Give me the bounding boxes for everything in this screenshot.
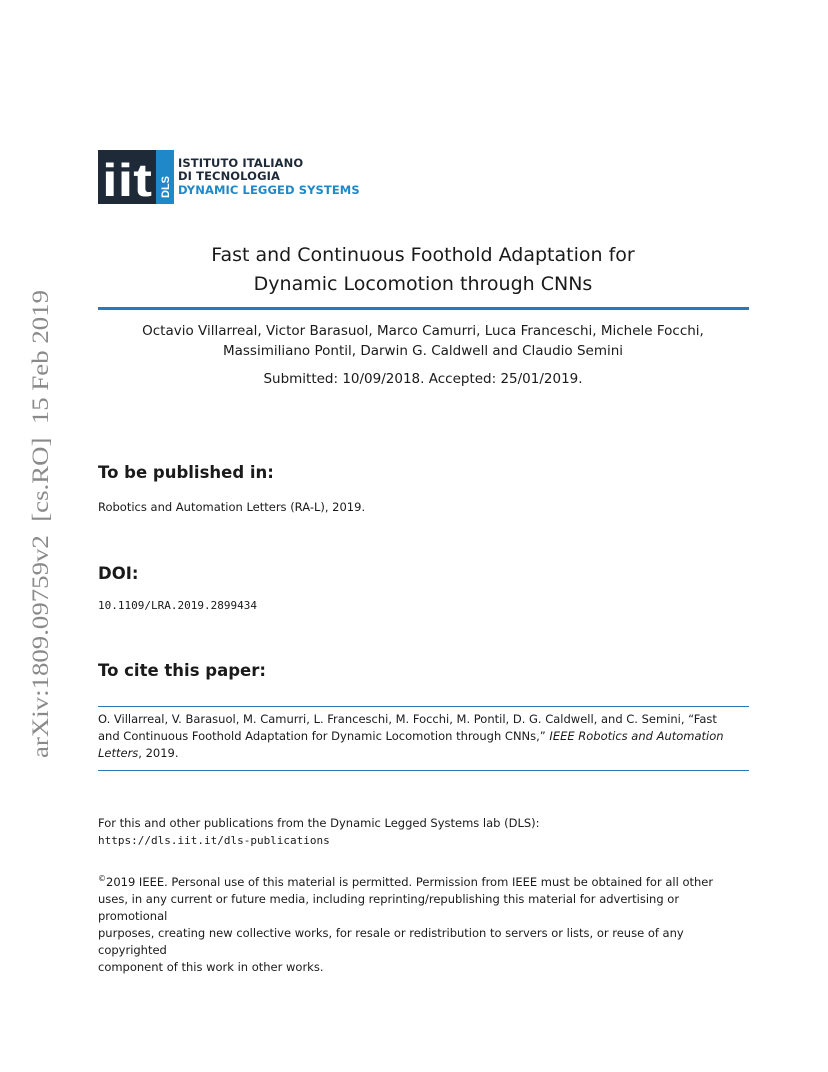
institute-logo (98, 150, 360, 204)
arxiv-stamp (18, 288, 58, 758)
title-divider (98, 307, 749, 310)
citation-journal-part1: IEEE Robotics and Automation (549, 729, 724, 743)
author-list (98, 321, 748, 361)
copyright-notice (98, 870, 738, 976)
title-line-2: Dynamic Locomotion through CNNs (253, 273, 593, 295)
dls-mark-text: DLS (160, 176, 172, 198)
submission-dates: Submitted: 10/09/2018. Accepted: 25/01/2019. (263, 371, 583, 387)
citation-journal-part2: Letters (98, 746, 139, 760)
logo-line-3: DYNAMIC LEGGED SYSTEMS (178, 182, 360, 197)
copyright-line-1: ©2019 IEEE. Personal use of this material is permitted. Permission from IEEE must be obtained for all other (98, 874, 714, 889)
iit-logo-mark (98, 150, 174, 204)
publications-link[interactable]: https://dls.iit.it/dls-publications (98, 834, 330, 847)
authors-line-1: Octavio Villarreal, Victor Barasuol, Marco Camurri, Luca Franceschi, Michele Focchi, (142, 323, 704, 339)
cite-heading: To cite this paper: (98, 661, 266, 680)
citation-text (98, 711, 738, 762)
publications-block (98, 815, 738, 849)
published-heading: To be published in: (98, 463, 274, 482)
logo-wordmark (178, 157, 360, 198)
citation-line-2-plain: and Continuous Foothold Adaptation for Dynamic Locomotion through CNNs,” (98, 729, 550, 743)
published-venue: Robotics and Automation Letters (RA-L), 2019. (98, 500, 366, 514)
authors-line-2: Massimiliano Pontil, Darwin G. Caldwell and Claudio Semini (222, 343, 624, 359)
cite-top-rule (98, 706, 749, 707)
citation-line-3 (98, 745, 738, 762)
citation-line-1: O. Villarreal, V. Barasuol, M. Camurri, L. Franceschi, M. Focchi, M. Pontil, D. G. Caldwell, and C. Semini, “Fast (98, 712, 717, 726)
paper-title (98, 241, 748, 299)
title-line-1: Fast and Continuous Foothold Adaptation for (211, 244, 635, 266)
copyright-line-3: purposes, creating new collective works, for resale or redistribution to servers or lists, or reuse of any copyrighted (98, 925, 684, 957)
iit-mark-text: iit (102, 154, 152, 204)
citation-year: , 2019. (138, 746, 179, 760)
copyright-line-2: uses, in any current or future media, including reprinting/republishing this material for advertising or promotional (98, 891, 680, 923)
arxiv-stamp-text: arXiv:1809.09759v2 [cs.RO] 15 Feb 2019 (28, 356, 53, 758)
doi-value[interactable]: 10.1109/LRA.2019.2899434 (98, 599, 257, 612)
copyright-line-4: component of this work in other works. (98, 959, 324, 974)
logo-line-1: ISTITUTO ITALIANO (178, 155, 304, 170)
doi-heading: DOI: (98, 564, 139, 583)
publications-text: For this and other publications from the Dynamic Legged Systems lab (DLS): (98, 816, 540, 830)
cite-bottom-rule (98, 770, 749, 771)
citation-line-2 (98, 728, 738, 745)
logo-line-2: DI TECNOLOGIA (178, 169, 280, 184)
copyright-symbol: © (98, 874, 106, 883)
